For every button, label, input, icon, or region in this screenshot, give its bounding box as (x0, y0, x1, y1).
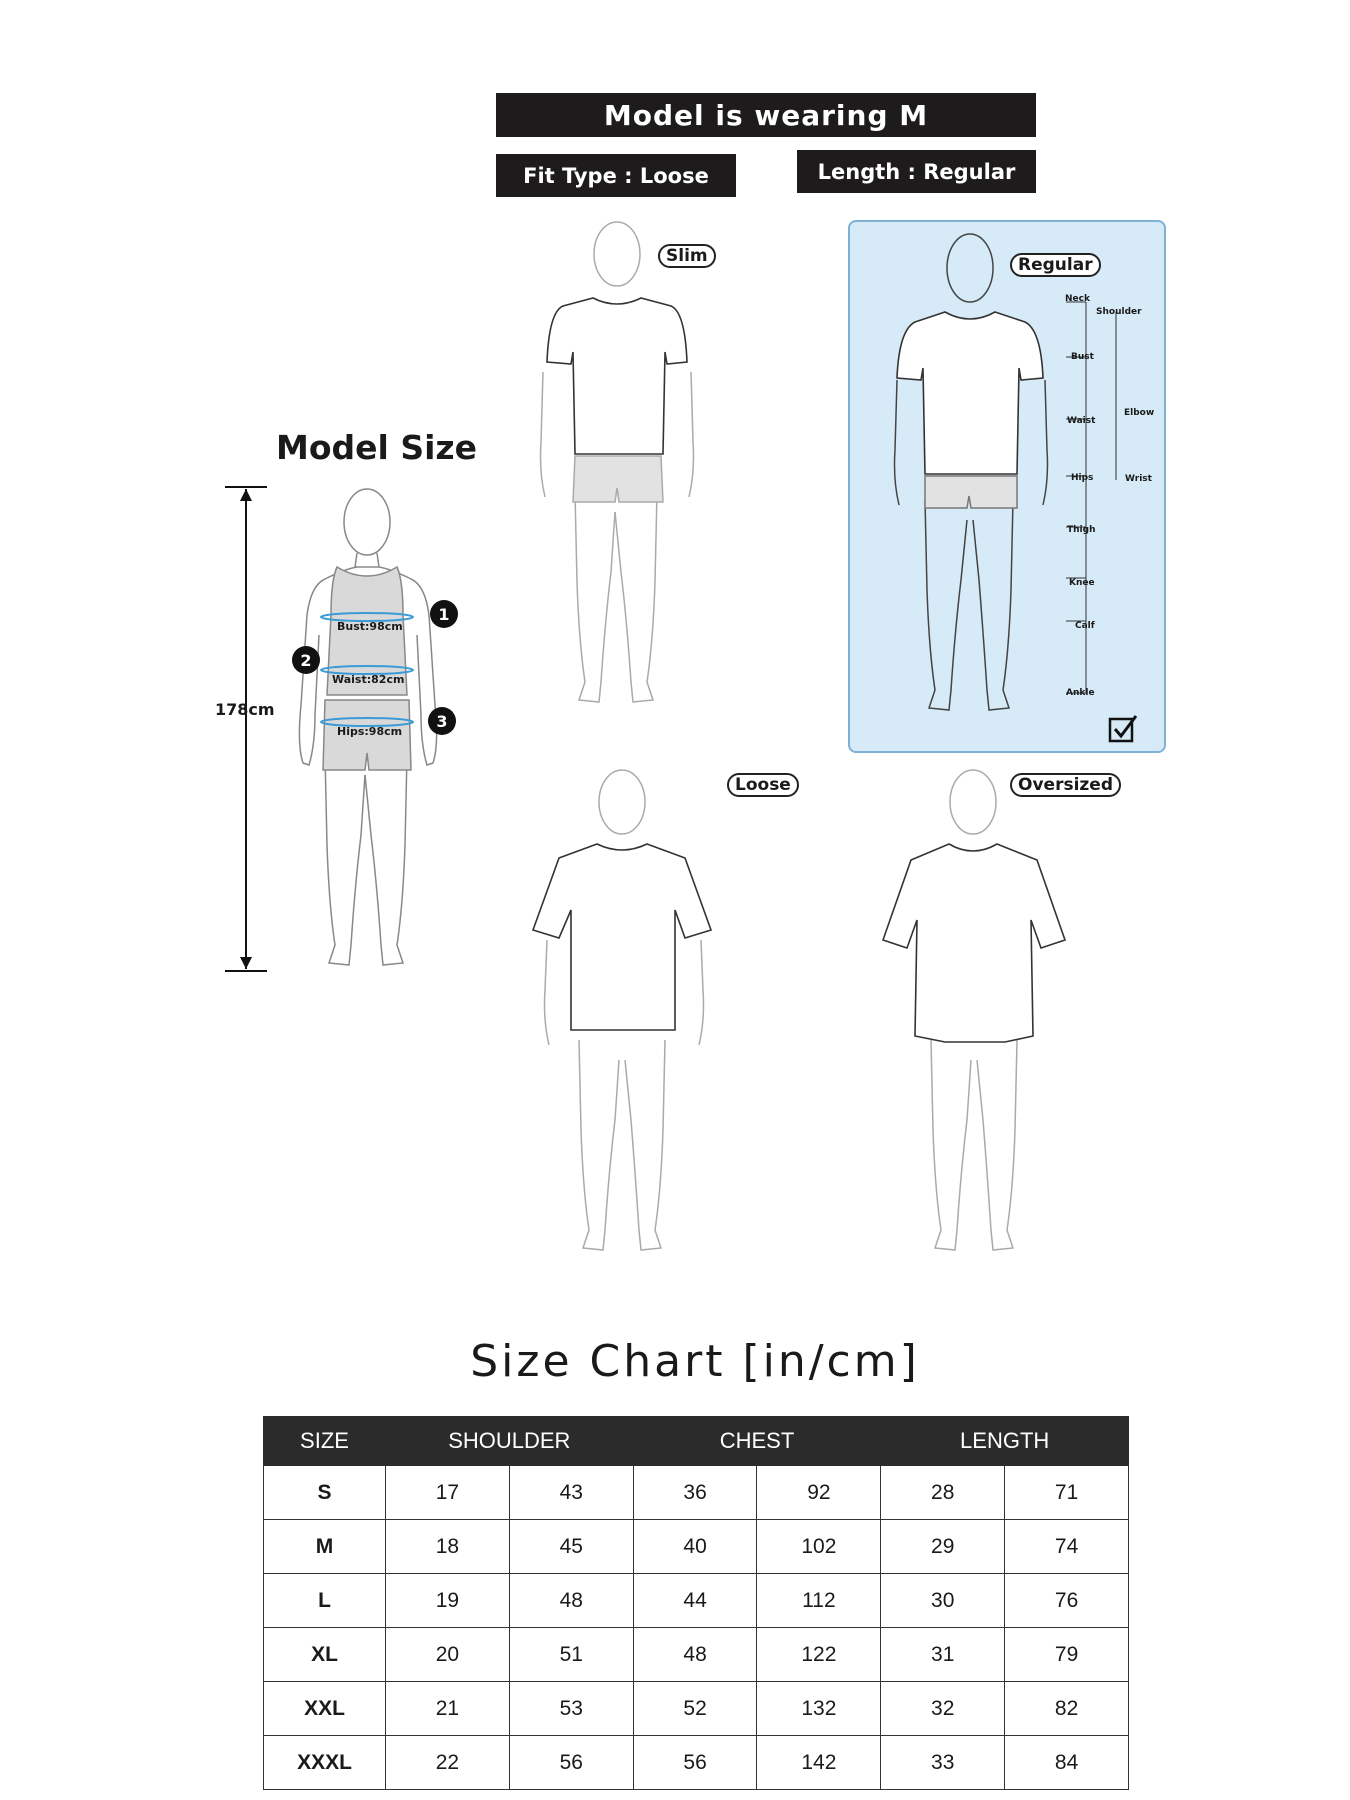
table-cell: 22 (386, 1736, 510, 1790)
table-cell: 45 (509, 1520, 633, 1574)
table-cell: 53 (509, 1682, 633, 1736)
table-cell: 51 (509, 1628, 633, 1682)
model-wearing-banner: Model is wearing M (496, 93, 1036, 137)
table-cell: 92 (757, 1466, 881, 1520)
size-cell: L (264, 1574, 386, 1628)
loose-fit-figure (535, 770, 715, 1260)
scale-ankle: Ankle (1066, 688, 1095, 698)
header-chest: CHEST (633, 1417, 881, 1466)
scale-elbow: Elbow (1124, 408, 1155, 418)
table-cell: 132 (757, 1682, 881, 1736)
size-cell: XXL (264, 1682, 386, 1736)
slim-fit-figure (535, 222, 705, 712)
table-cell: 74 (1005, 1520, 1129, 1574)
table-cell: 48 (509, 1574, 633, 1628)
regular-fit-figure (885, 230, 1055, 720)
waist-number-badge: 2 (292, 646, 320, 674)
scale-waist: Waist (1067, 416, 1096, 426)
height-ruler (225, 485, 270, 975)
size-cell: S (264, 1466, 386, 1520)
oversized-fit-label: Oversized (1010, 773, 1121, 797)
hips-number-badge: 3 (428, 707, 456, 735)
scale-calf: Calf (1075, 621, 1095, 631)
regular-fit-label: Regular (1010, 253, 1101, 277)
size-cell: XXXL (264, 1736, 386, 1790)
table-cell: 31 (881, 1628, 1005, 1682)
table-row (264, 1736, 1129, 1790)
table-cell: 142 (757, 1736, 881, 1790)
table-cell: 21 (386, 1682, 510, 1736)
hips-label: Hips:98cm (337, 725, 403, 738)
size-table-header-row (264, 1417, 1129, 1466)
table-cell: 48 (633, 1628, 757, 1682)
size-cell: M (264, 1520, 386, 1574)
length-banner: Length : Regular (797, 150, 1036, 193)
table-cell: 84 (1005, 1736, 1129, 1790)
bust-number-badge: 1 (430, 600, 458, 628)
table-cell: 82 (1005, 1682, 1129, 1736)
loose-fit-label: Loose (727, 773, 799, 797)
scale-neck: Neck (1065, 294, 1090, 304)
scale-hips: Hips (1071, 473, 1094, 483)
table-cell: 29 (881, 1520, 1005, 1574)
table-cell: 28 (881, 1466, 1005, 1520)
table-cell: 52 (633, 1682, 757, 1736)
fit-type-banner: Fit Type : Loose (496, 154, 736, 197)
table-cell: 20 (386, 1628, 510, 1682)
scale-thigh: Thigh (1067, 525, 1096, 535)
table-cell: 33 (881, 1736, 1005, 1790)
scale-wrist: Wrist (1125, 474, 1152, 484)
table-cell: 40 (633, 1520, 757, 1574)
oversized-fit-figure (885, 770, 1065, 1260)
checkbox-checked-icon (1108, 713, 1138, 743)
model-size-title: Model Size (276, 428, 477, 467)
table-cell: 122 (757, 1628, 881, 1682)
table-cell: 102 (757, 1520, 881, 1574)
header-size: SIZE (264, 1417, 386, 1466)
bust-label: Bust:98cm (337, 620, 403, 633)
table-row (264, 1520, 1129, 1574)
table-row (264, 1466, 1129, 1520)
table-row (264, 1574, 1129, 1628)
table-cell: 79 (1005, 1628, 1129, 1682)
table-cell: 56 (509, 1736, 633, 1790)
size-chart-title: Size Chart [in/cm] (470, 1336, 920, 1387)
table-cell: 43 (509, 1466, 633, 1520)
table-cell: 71 (1005, 1466, 1129, 1520)
table-cell: 76 (1005, 1574, 1129, 1628)
table-cell: 36 (633, 1466, 757, 1520)
scale-shoulder: Shoulder (1096, 307, 1142, 317)
table-cell: 18 (386, 1520, 510, 1574)
header-shoulder: SHOULDER (386, 1417, 634, 1466)
table-cell: 30 (881, 1574, 1005, 1628)
table-cell: 112 (757, 1574, 881, 1628)
model-height-label: 178cm (215, 700, 275, 719)
waist-label: Waist:82cm (332, 673, 405, 686)
scale-knee: Knee (1069, 578, 1095, 588)
header-length: LENGTH (881, 1417, 1129, 1466)
table-row (264, 1682, 1129, 1736)
slim-fit-label: Slim (658, 244, 716, 268)
table-cell: 32 (881, 1682, 1005, 1736)
table-cell: 17 (386, 1466, 510, 1520)
table-cell: 19 (386, 1574, 510, 1628)
size-chart-table (263, 1416, 1129, 1790)
table-cell: 56 (633, 1736, 757, 1790)
table-row (264, 1628, 1129, 1682)
size-cell: XL (264, 1628, 386, 1682)
table-cell: 44 (633, 1574, 757, 1628)
scale-bust: Bust (1071, 352, 1094, 362)
